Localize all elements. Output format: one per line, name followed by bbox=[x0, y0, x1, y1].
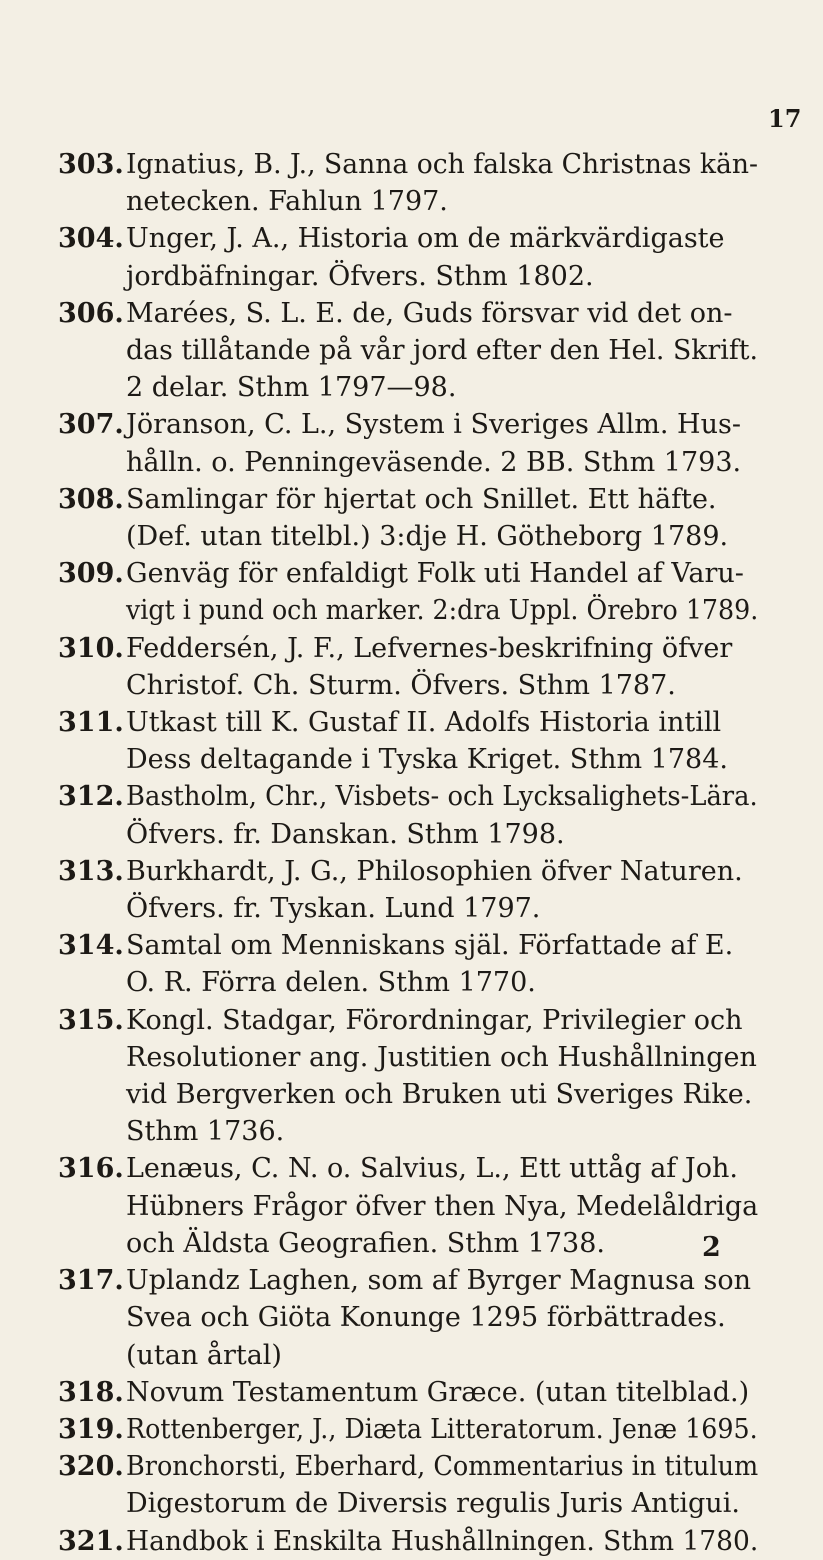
entry-line: Rottenberger, J., Diæta Litteratorum. Jenæ 1695. bbox=[126, 1413, 758, 1445]
catalog-entry bbox=[58, 1448, 758, 1522]
entry-line: Bronchorsti, Eberhard, Commentarius in titulum bbox=[126, 1451, 759, 1483]
catalog-entry bbox=[58, 406, 758, 480]
entry-line: Burkhardt, J. G., Philosophien öfver Naturen. bbox=[126, 855, 743, 887]
entry-number: 313. bbox=[58, 855, 124, 887]
catalog-entry bbox=[58, 220, 758, 294]
entry-line: Sthm 1736. bbox=[126, 1116, 285, 1148]
entry-line: (Def. utan titelbl.) 3:dje H. Götheborg 1789. bbox=[126, 521, 729, 553]
entry-number: 321. bbox=[58, 1525, 124, 1557]
entry-line: Digestorum de Diversis regulis Juris Antigui. bbox=[126, 1488, 740, 1520]
entry-line: Samlingar för hjertat och Snillet. Ett häfte. bbox=[126, 483, 717, 515]
entry-line: Hübners Frågor öfver then Nya, Medelåldriga bbox=[126, 1190, 759, 1222]
entry-line: Marées, S. L. E. de, Guds försvar vid det on- bbox=[126, 297, 733, 329]
entry-line: Novum Testamentum Græce. (utan titelblad.) bbox=[126, 1376, 750, 1408]
catalog-entry bbox=[58, 146, 758, 220]
entry-line: 2 delar. Sthm 1797—98. bbox=[126, 372, 457, 404]
catalog-entry bbox=[58, 295, 758, 407]
catalog-entry bbox=[58, 1002, 758, 1151]
entry-number: 306. bbox=[58, 297, 124, 329]
entry-line: jordbäfningar. Öfvers. Sthm 1802. bbox=[126, 260, 594, 292]
entry-line: netecken. Fahlun 1797. bbox=[126, 186, 448, 218]
catalog-entry bbox=[58, 555, 758, 629]
entry-line: Jöranson, C. L., System i Sveriges Allm. Hus- bbox=[126, 409, 741, 441]
entry-line: Samtal om Menniskans själ. Författade af E. bbox=[126, 930, 734, 962]
catalog-entry bbox=[58, 1411, 758, 1448]
entry-number: 318. bbox=[58, 1376, 124, 1408]
entry-number: 308. bbox=[58, 483, 124, 515]
entry-line: vigt i pund och marker. 2:dra Uppl. Örebro 1789. bbox=[126, 595, 759, 627]
catalog-entry bbox=[58, 778, 758, 852]
entry-line: vid Bergverken och Bruken uti Sveriges Rike. bbox=[126, 1079, 753, 1111]
entry-number: 307. bbox=[58, 409, 124, 441]
signature-mark: 2 bbox=[702, 1232, 721, 1263]
entry-line: das tillåtande på vår jord efter den Hel. Skrift. bbox=[126, 335, 758, 367]
catalog-entry bbox=[58, 481, 758, 555]
entry-line: O. R. Förra delen. Sthm 1770. bbox=[126, 967, 536, 999]
entry-number: 315. bbox=[58, 1004, 124, 1036]
entry-line: Feddersén, J. F., Lefvernes-beskrifning öfver bbox=[126, 632, 733, 664]
entry-line: Utkast till K. Gustaf II. Adolfs Historia intill bbox=[126, 707, 722, 739]
entry-line: (utan årtal) bbox=[126, 1339, 282, 1371]
entry-line: Unger, J. A., Historia om de märkvärdigaste bbox=[126, 223, 725, 255]
catalog-entry bbox=[58, 1374, 758, 1411]
catalog-entry bbox=[58, 927, 758, 1001]
entry-line: Kongl. Stadgar, Förordningar, Privilegier och bbox=[126, 1004, 743, 1036]
entry-line: Öfvers. fr. Danskan. Sthm 1798. bbox=[126, 818, 565, 850]
entry-number: 317. bbox=[58, 1265, 124, 1297]
entry-number: 320. bbox=[58, 1451, 124, 1483]
entry-number: 303. bbox=[58, 149, 124, 180]
catalog-entries bbox=[58, 146, 758, 1560]
entry-line: Öfvers. fr. Tyskan. Lund 1797. bbox=[126, 893, 541, 925]
catalog-entry bbox=[58, 1150, 758, 1262]
entry-line: Ignatius, B. J., Sanna och falska Christnas kän- bbox=[126, 149, 759, 180]
entry-line: Svea och Giöta Konunge 1295 förbättrades. bbox=[126, 1302, 726, 1334]
entry-number: 311. bbox=[58, 707, 124, 739]
entry-number: 312. bbox=[58, 781, 124, 813]
catalog-entry bbox=[58, 1523, 758, 1560]
catalog-entry bbox=[58, 1262, 758, 1374]
entry-line: Uplandz Laghen, som af Byrger Magnusa son bbox=[126, 1265, 752, 1297]
entry-line: Resolutioner ang. Justitien och Hushållningen bbox=[126, 1041, 757, 1073]
entry-line: Handbok i Enskilta Hushållningen. Sthm 1780. bbox=[126, 1525, 759, 1557]
entry-line: Christof. Ch. Sturm. Öfvers. Sthm 1787. bbox=[126, 669, 676, 701]
catalog-entry bbox=[58, 704, 758, 778]
entry-number: 316. bbox=[58, 1153, 124, 1185]
entry-number: 310. bbox=[58, 632, 124, 664]
entry-line: Dess deltagande i Tyska Kriget. Sthm 1784. bbox=[126, 744, 728, 776]
entry-line: hålln. o. Penningeväsende. 2 BB. Sthm 1793. bbox=[126, 446, 742, 478]
entry-line: Bastholm, Chr., Visbets- och Lycksalighets-Lära. bbox=[126, 781, 758, 813]
page-number: 17 bbox=[768, 104, 802, 133]
entry-line: Genväg för enfaldigt Folk uti Handel af Varu- bbox=[126, 558, 744, 590]
catalog-entry bbox=[58, 853, 758, 927]
entry-number: 304. bbox=[58, 223, 124, 255]
entry-number: 314. bbox=[58, 930, 124, 962]
entry-line: Lenæus, C. N. o. Salvius, L., Ett uttåg af Joh. bbox=[126, 1153, 738, 1185]
entry-number: 309. bbox=[58, 558, 124, 590]
entry-number: 319. bbox=[58, 1413, 124, 1445]
entry-line: och Äldsta Geografien. Sthm 1738. bbox=[126, 1227, 605, 1259]
catalog-entry bbox=[58, 630, 758, 704]
